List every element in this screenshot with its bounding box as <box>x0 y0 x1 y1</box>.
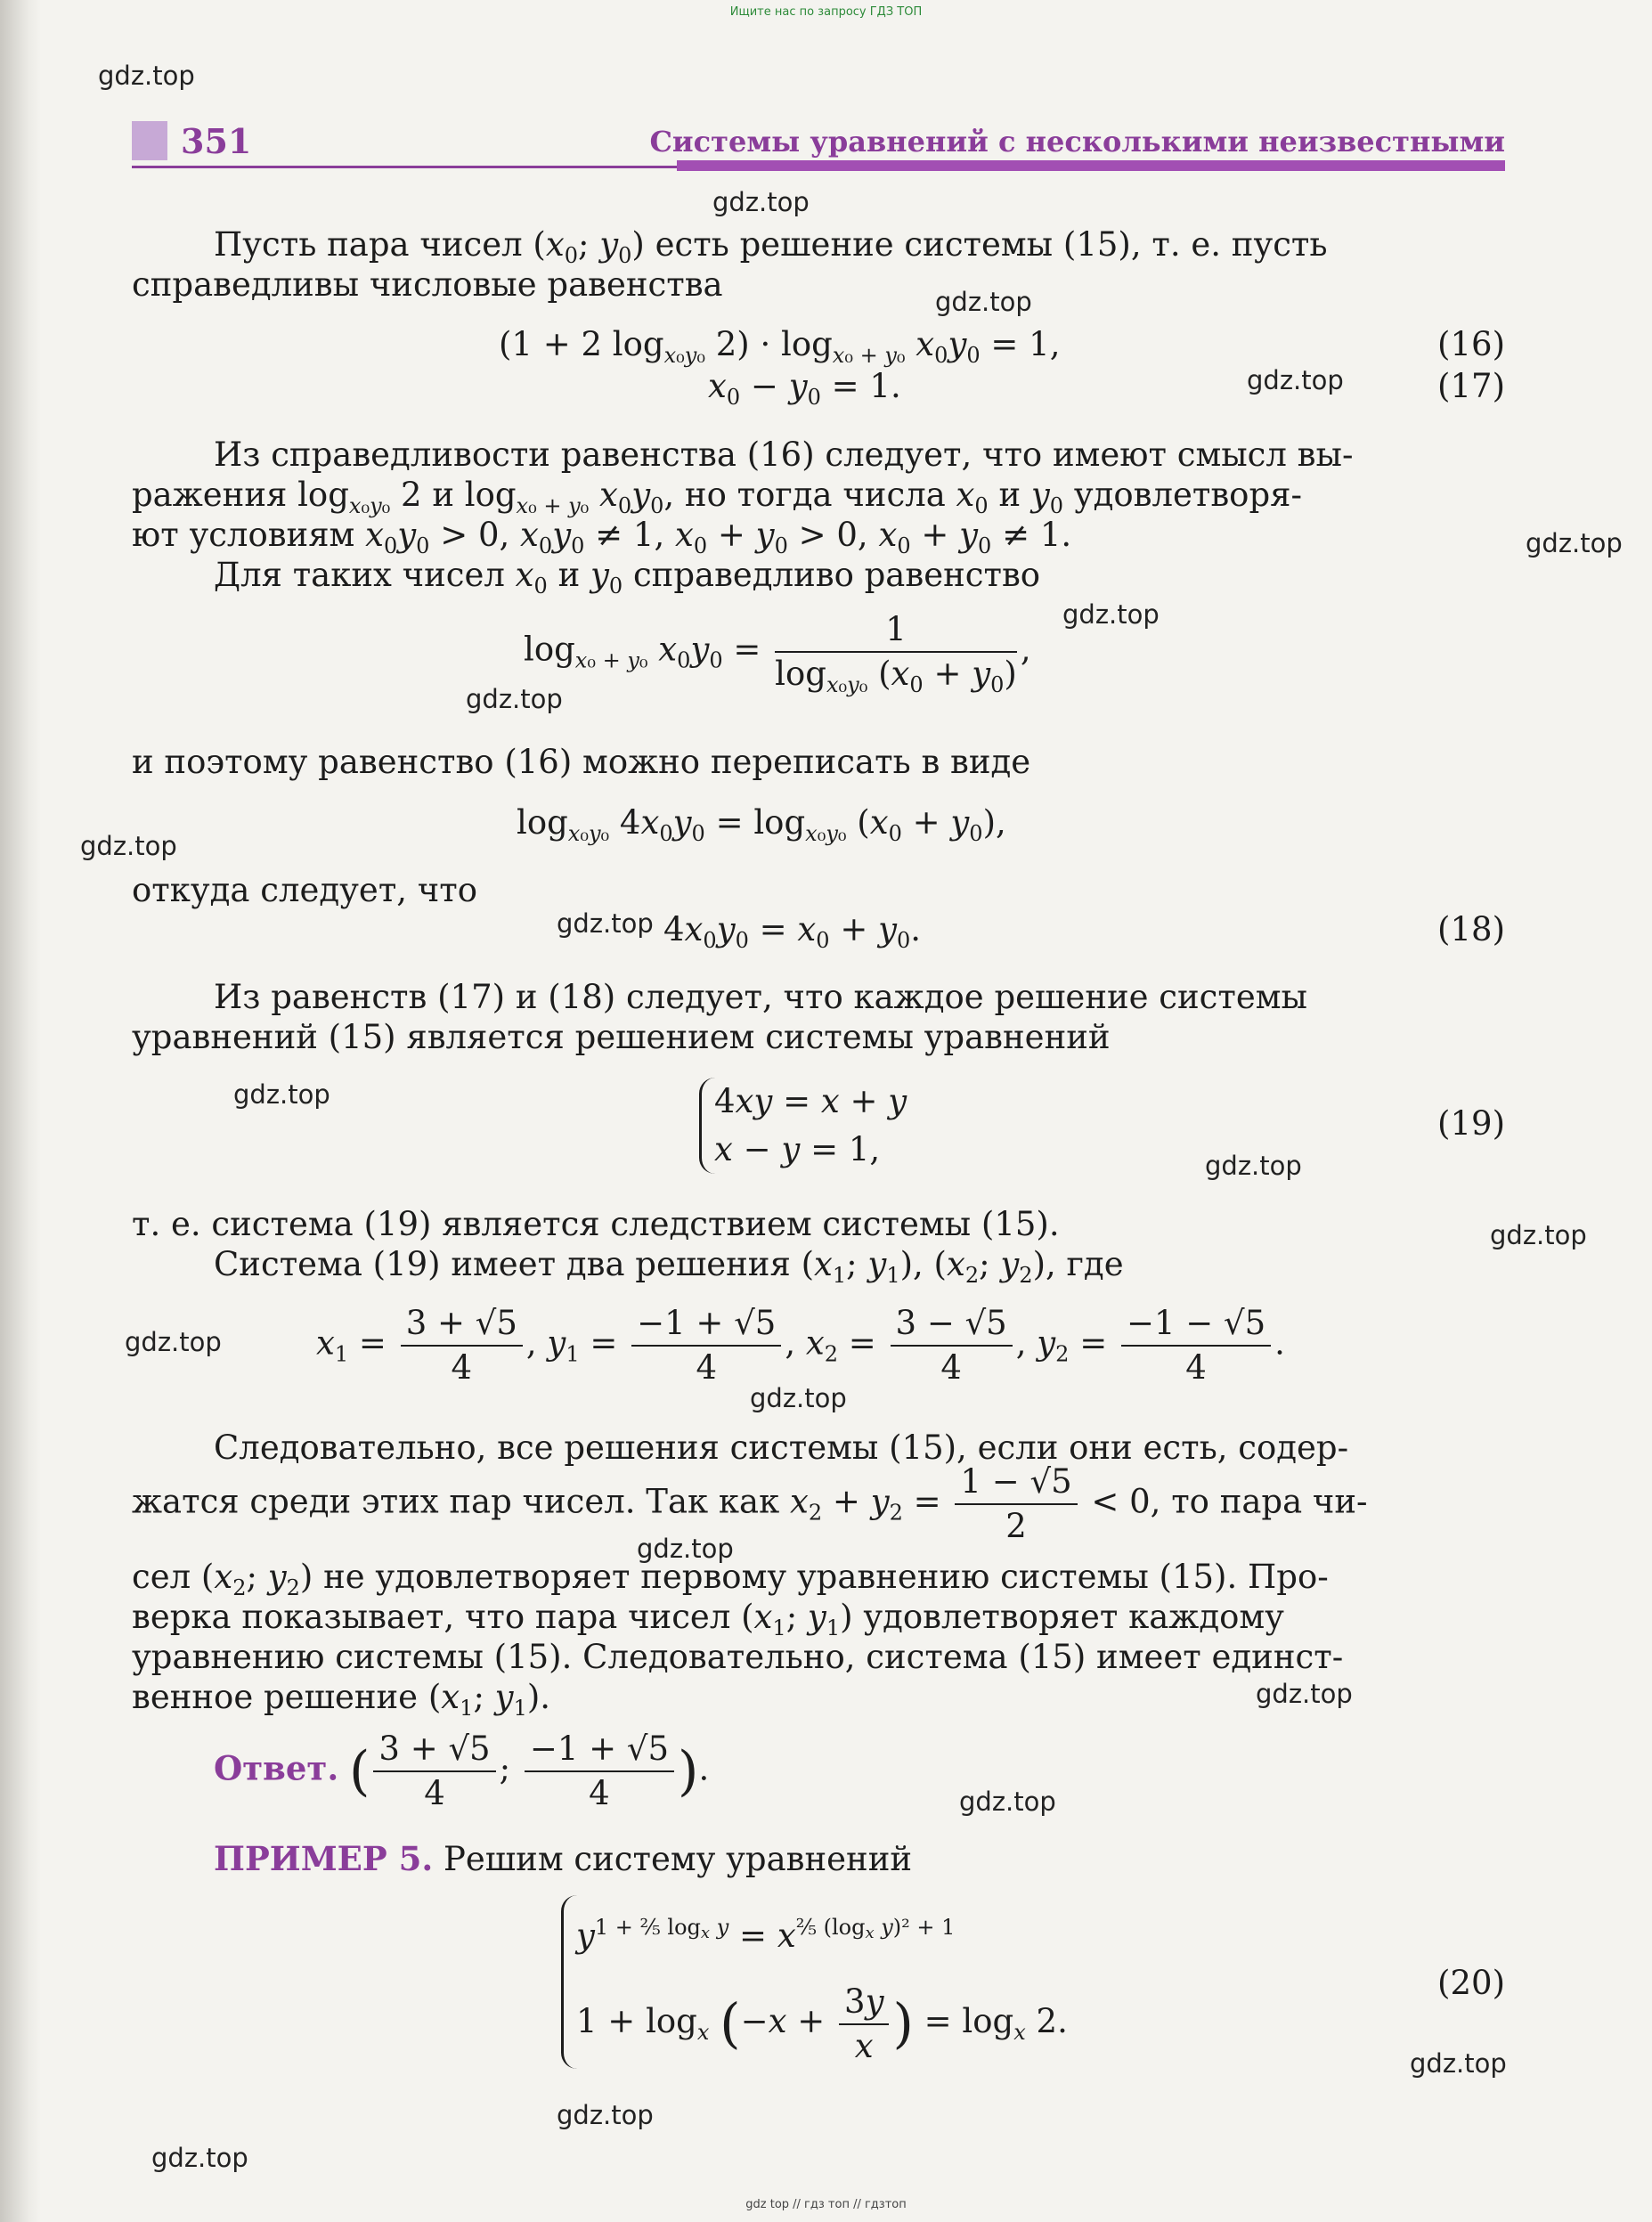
watermark: gdz.top <box>1410 2048 1507 2079</box>
equation-number-17: (17) <box>1437 367 1505 405</box>
watermark: gdz.top <box>557 2100 654 2130</box>
paragraph: верка показывает, что пара чисел ($x_1$; $y_1$) удовлетворяет каждому <box>132 1598 1284 1640</box>
equation-log-identity: $\log_{x_0 + y_0} x_0y_0$ = $\frac{1}{\log_{x_0y_0} (x_0 + y_0)}$ , <box>524 610 1031 697</box>
watermark: gdz.top <box>1490 1220 1587 1250</box>
paragraph: ражения $\log_{x_0y_0} 2$ и $\log_{x_0 + y_0} x_0y_0$, но тогда числа $x_0$ и $y_0$ удовлетворя- <box>132 476 1302 518</box>
watermark: gdz.top <box>233 1079 330 1110</box>
equation-number-18: (18) <box>1437 910 1505 948</box>
equation-rewritten: $\log_{x_0y_0} 4x_0y_0 = \log_{x_0y_0} (x_0 + y_0)$, <box>517 803 1006 846</box>
watermark: gdz.top <box>1247 365 1344 395</box>
header-square-marker <box>132 121 167 160</box>
paragraph: уравнений (15) является решением системы уравнений <box>132 1018 1111 1056</box>
equation-16: (1 + 2 $\log_{x_0y_0} 2) \cdot \log_{x_0 + y_0} x_0y_0 = 1$, <box>499 325 1061 368</box>
paragraph: и поэтому равенство (16) можно переписать в виде <box>132 743 1031 781</box>
bottom-note: gdz top // гдз топ // гдзтоп <box>745 2198 907 2211</box>
watermark: gdz.top <box>1256 1679 1353 1709</box>
page-shadow <box>0 0 41 2222</box>
watermark: gdz.top <box>1205 1151 1302 1181</box>
watermark: gdz.top <box>750 1383 847 1413</box>
paragraph: уравнению системы (15). Следовательно, система (15) имеет единст- <box>132 1638 1344 1676</box>
running-title: Системы уравнений с несколькими неизвестными <box>649 125 1505 159</box>
watermark: gdz.top <box>1526 528 1623 558</box>
equation-solutions: $x_1$ = $\frac{3 + √5}{4}$ , $y_1$ = $\frac{-1 + √5}{4}$ , $x_2$ = $\frac{3 - √5}{4}$ , $y_2$ = $\frac{-1 - √5}{4}$ . <box>316 1304 1285 1387</box>
watermark: gdz.top <box>935 287 1032 317</box>
equation-number-16: (16) <box>1437 325 1505 363</box>
watermark: gdz.top <box>557 908 654 939</box>
top-note: Ищите нас по запросу ГДЗ ТОП <box>729 5 923 19</box>
page-number: 351 <box>181 121 252 161</box>
equation-number-19: (19) <box>1437 1104 1505 1143</box>
paragraph: Система (19) имеет два решения ($x_1$; $y_1$), ($x_2$; $y_2$), где <box>214 1245 1124 1288</box>
watermark: gdz.top <box>1062 599 1160 630</box>
answer: Ответ. ( $\frac{3 + √5}{4}$ ; $\frac{-1 + √5}{4}$ ). <box>214 1730 710 1812</box>
paragraph: Для таких чисел $x_0$ и $y_0$ справедливо равенство <box>214 556 1041 598</box>
watermark: gdz.top <box>637 1534 734 1564</box>
paragraph: справедливы числовые равенства <box>132 265 723 304</box>
paragraph: венное решение ($x_1$; $y_1$). <box>132 1678 551 1721</box>
equation-17: $x_0 - y_0 = 1$. <box>708 367 901 410</box>
paragraph: Из справедливости равенства (16) следует, что имеют смысл вы- <box>214 435 1354 474</box>
page-header <box>132 116 1505 178</box>
paragraph: сел ($x_2$; $y_2$) не удовлетворяет первому уравнению системы (15). Про- <box>132 1558 1329 1600</box>
equation-system-19: 4xy = x + y x − y = 1, <box>699 1078 907 1174</box>
watermark: gdz.top <box>466 684 563 714</box>
watermark: gdz.top <box>80 831 177 861</box>
watermark: gdz.top <box>959 1787 1056 1817</box>
example-heading: ПРИМЕР 5. Решим систему уравнений <box>214 1839 913 1878</box>
equation-system-20: $y^{1 + \frac{2}{5} log_x y} = x^{\frac{2}{5} (log_x y)^2 + 1}$ $1 + \log_x (-x$ + $\frac{3y}{x}$ ) = $\log_x 2$. <box>561 1895 1068 2069</box>
paragraph: Из равенств (17) и (18) следует, что каждое решение системы <box>214 978 1307 1016</box>
watermark: gdz.top <box>125 1327 222 1357</box>
paragraph: откуда следует, что <box>132 871 478 909</box>
watermark: gdz.top <box>98 61 195 91</box>
example-label: ПРИМЕР 5. <box>214 1839 434 1878</box>
answer-label: Ответ. <box>214 1748 339 1788</box>
equation-18: $4x_0y_0 = x_0 + y_0$. <box>663 910 922 953</box>
watermark: gdz.top <box>151 2143 248 2173</box>
watermark: gdz.top <box>712 187 810 217</box>
paragraph: т. е. система (19) является следствием системы (15). <box>132 1205 1060 1243</box>
paragraph: ют условиям $x_0y_0 > 0$, $x_0y_0 \ne 1$, $x_0 + y_0 > 0$, $x_0 + y_0 \ne 1$. <box>132 516 1072 558</box>
paragraph: Пусть пара чисел ($x_0$; $y_0$) есть решение системы (15), т. е. пусть <box>214 225 1328 268</box>
equation-number-20: (20) <box>1437 1964 1505 2002</box>
paragraph: Следовательно, все решения системы (15), если они есть, содер- <box>214 1428 1349 1467</box>
header-bar <box>677 160 1505 171</box>
paragraph-with-fraction: жатся среди этих пар чисел. Так как $x_2 + y_2$ = $\frac{1 - √5}{2}$ < 0, то пара чи- <box>132 1462 1368 1545</box>
